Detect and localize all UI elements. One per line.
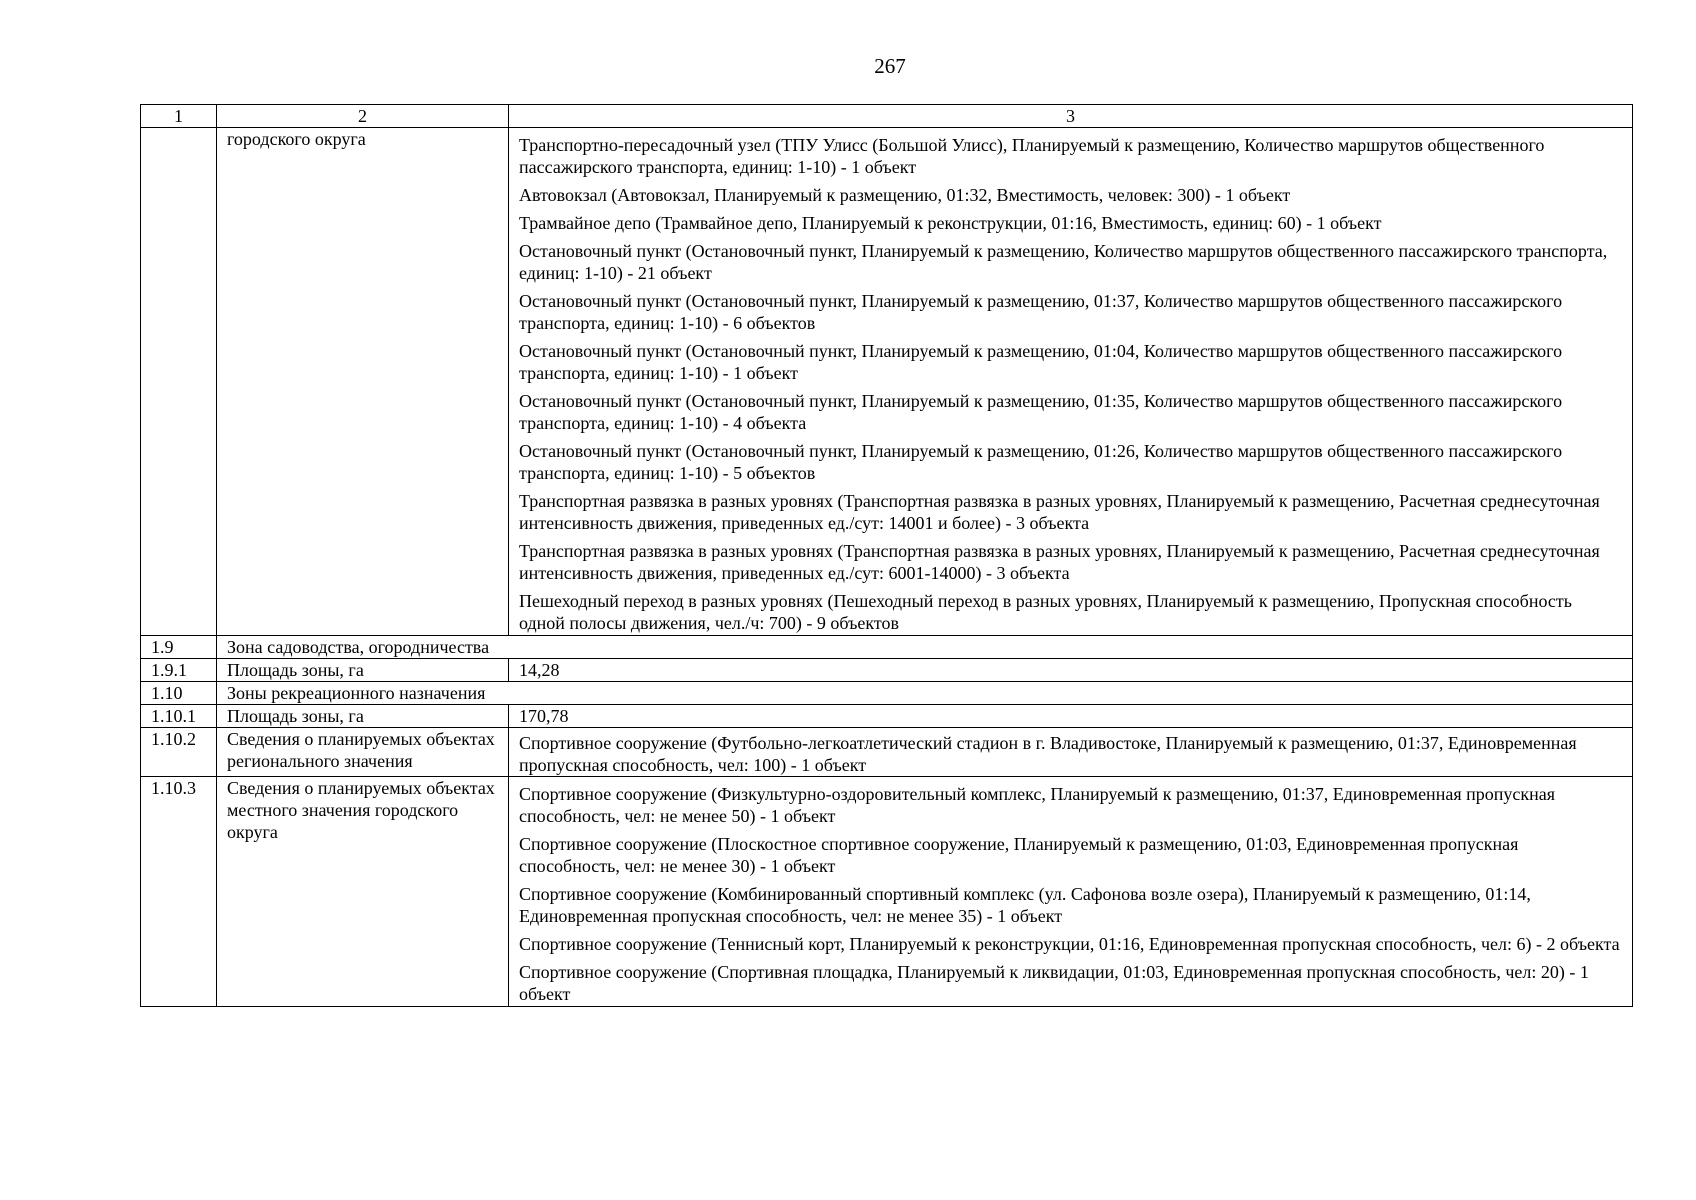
table-row-1-9-1	[141, 659, 1633, 682]
section-title: Зоны рекреационного назначения	[217, 682, 1633, 705]
list-item: Остановочный пункт (Остановочный пункт, Планируемый к размещению, 01:35, Количество маршрутов общественного пассажирского транспорта, единиц: 1-10) - 4 объекта	[519, 391, 1563, 433]
row-value: 14,28	[509, 659, 1633, 682]
list-item: Спортивное сооружение (Комбинированный спортивный комплекс (ул. Сафонова возле озера), Планируемый к размещению, 01:14, Единовременная пропускная способность, чел: не менее 35) - 1 объект	[519, 884, 1531, 926]
list-item: Пешеходный переход в разных уровнях (Пешеходный переход в разных уровнях, Планируемый к размещению, Пропускная способность одной полосы движения, чел./ч: 700) - 9 объектов	[519, 591, 1572, 633]
row-number: 1.10.2	[141, 728, 217, 777]
list-item: Транспортная развязка в разных уровнях (Транспортная развязка в разных уровнях, Планируемый к размещению, Расчетная среднесуточная интенсивность движения, приведенных ед./сут: 14001 и более) - 3 объекта	[519, 491, 1600, 533]
list-item: Остановочный пункт (Остановочный пункт, Планируемый к размещению, 01:04, Количество маршрутов общественного пассажирского транспорта, единиц: 1-10) - 1 объект	[519, 341, 1563, 383]
row-number: 1.10	[141, 682, 217, 705]
list-item: Остановочный пункт (Остановочный пункт, Планируемый к размещению, 01:26, Количество маршрутов общественного пассажирского транспорта, единиц: 1-10) - 5 объектов	[519, 441, 1563, 483]
list-item: Спортивное сооружение (Спортивная площадка, Планируемый к ликвидации, 01:03, Единовременная пропускная способность, чел: 20) - 1 объект	[519, 962, 1589, 1004]
list-item: Автовокзал (Автовокзал, Планируемый к размещению, 01:32, Вместимость, человек: 300) - 1 объект	[519, 185, 1291, 205]
row-label-cell	[217, 128, 509, 636]
list-item: Транспортная развязка в разных уровнях (Транспортная развязка в разных уровнях, Планируемый к размещению, Расчетная среднесуточная интенсивность движения, приведенных ед./сут: 6001-14000) - 3 объекта	[519, 541, 1600, 583]
table-row-1-10-2	[141, 728, 1633, 777]
row-number: 1.9.1	[141, 659, 217, 682]
list-item: Остановочный пункт (Остановочный пункт, Планируемый к размещению, Количество маршрутов общественного пассажирского транспорта, единиц: 1-10) - 21 объект	[519, 241, 1608, 283]
row-number: 1.10.1	[141, 705, 217, 728]
table-row-1-10-1	[141, 705, 1633, 728]
row-value: 170,78	[509, 705, 1633, 728]
table-row-1-10	[141, 682, 1633, 705]
row-label: городского округа	[227, 129, 366, 149]
planning-table	[140, 104, 1633, 1007]
row-label: Сведения о планируемых объектах регионального значения	[217, 728, 509, 777]
list-item: Спортивное сооружение (Теннисный корт, Планируемый к реконструкции, 01:16, Единовременная пропускная способность, чел: 6) - 2 объекта	[519, 934, 1620, 954]
table-row-1-10-3	[141, 777, 1633, 1007]
list-item: Трамвайное депо (Трамвайное депо, Планируемый к реконструкции, 01:16, Вместимость, единиц: 60) - 1 объект	[519, 213, 1382, 233]
table-header-row	[141, 105, 1633, 128]
row-items-cell	[509, 728, 1633, 777]
row-label: Сведения о планируемых объектах местного значения городского округа	[217, 777, 509, 1007]
list-item: Спортивное сооружение (Физкультурно-оздоровительный комплекс, Планируемый к размещению, 01:37, Единовременная пропускная способность, чел: не менее 50) - 1 объект	[519, 784, 1555, 826]
table-row-continuation	[141, 128, 1633, 636]
header-col-1: 1	[141, 105, 217, 128]
row-number-cell	[141, 128, 217, 636]
row-label: Площадь зоны, га	[217, 659, 509, 682]
row-items-cell	[509, 777, 1633, 1007]
list-item: Остановочный пункт (Остановочный пункт, Планируемый к размещению, 01:37, Количество маршрутов общественного пассажирского транспорта, единиц: 1-10) - 6 объектов	[519, 291, 1563, 333]
section-title: Зона садоводства, огородничества	[217, 636, 1633, 659]
header-col-2: 2	[217, 105, 509, 128]
header-col-3: 3	[509, 105, 1633, 128]
page-number: 267	[874, 54, 906, 78]
row-items-cell	[509, 128, 1633, 636]
list-item: Спортивное сооружение (Футбольно-легкоатлетический стадион в г. Владивостоке, Планируемый к размещению, 01:37, Единовременная пропускная способность, чел: 100) - 1 объект	[519, 733, 1577, 775]
row-label: Площадь зоны, га	[217, 705, 509, 728]
table-row-1-9	[141, 636, 1633, 659]
row-number: 1.9	[141, 636, 217, 659]
list-item: Транспортно-пересадочный узел (ТПУ Улисс (Большой Улисс), Планируемый к размещению, Количество маршрутов общественного пассажирского транспорта, единиц: 1-10) - 1 объект	[519, 135, 1545, 177]
row-number: 1.10.3	[141, 777, 217, 1007]
list-item: Спортивное сооружение (Плоскостное спортивное сооружение, Планируемый к размещению, 01:03, Единовременная пропускная способность, чел: не менее 30) - 1 объект	[519, 834, 1519, 876]
